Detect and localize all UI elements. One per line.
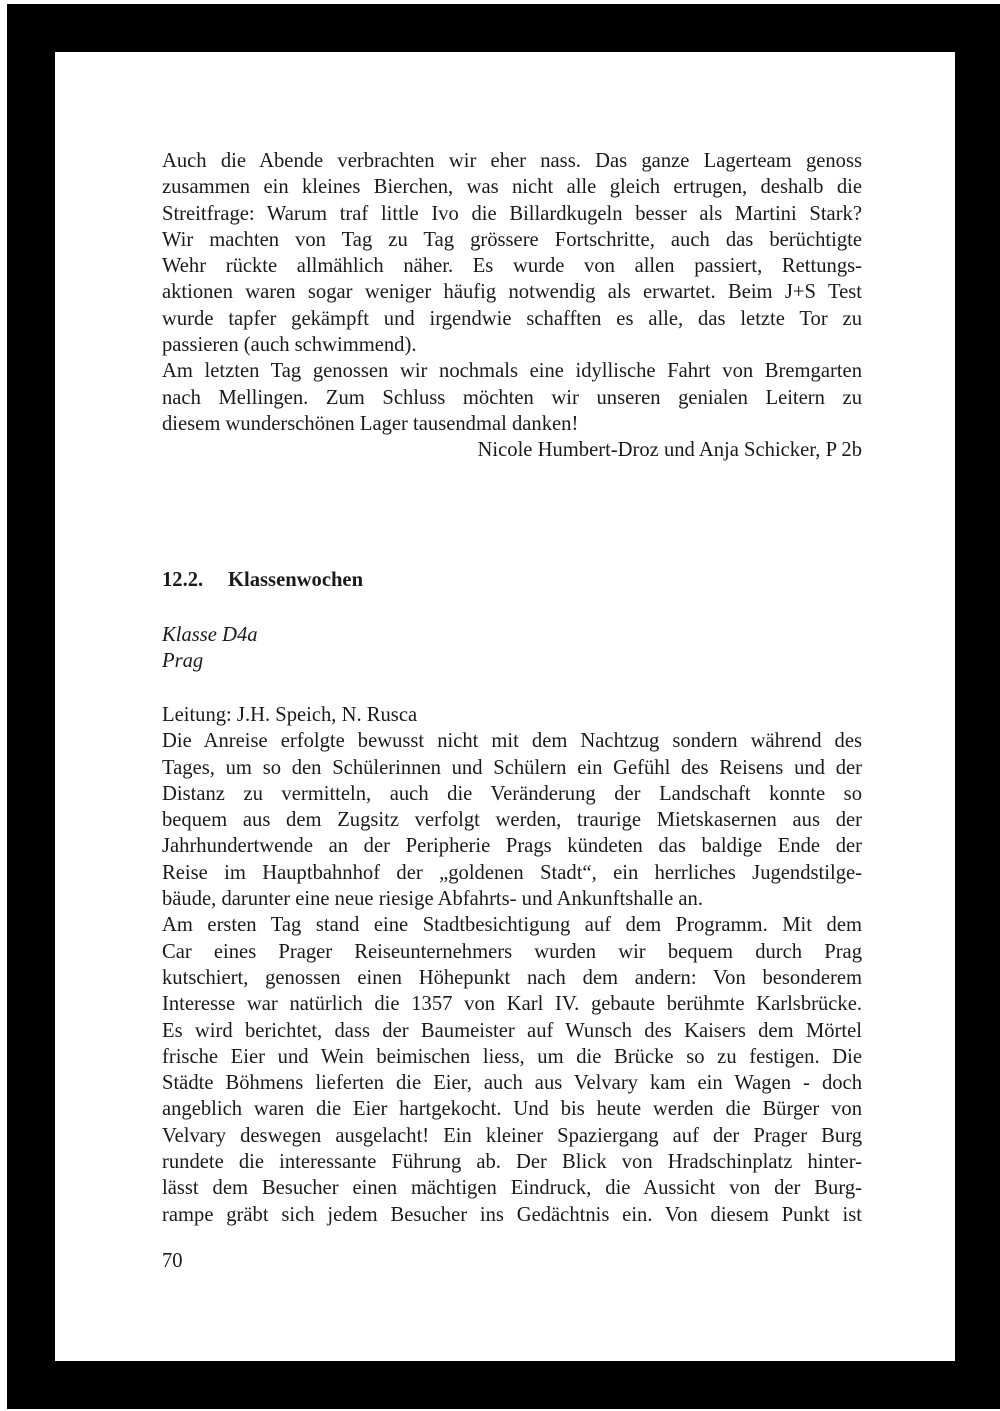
body-line: rundete die interessante Führung ab. Der Blick von Hradschinplatz hinter-	[162, 1151, 862, 1174]
body-line: Interesse war natürlich die 1357 von Karl IV. gebaute berühmte Karlsbrücke.	[162, 993, 862, 1016]
class-week-text	[162, 702, 862, 1228]
report-line: aktionen waren sogar weniger häufig notwendig als erwartet. Beim J+S Test	[162, 281, 862, 304]
section-heading	[162, 569, 363, 592]
body-line: Velvary deswegen ausgelacht! Ein kleiner Spaziergang auf der Prager Burg	[162, 1124, 862, 1147]
body-line: Reise im Hauptbahnhof der „goldenen Stadt“, ein herrliches Jugendstilge-	[162, 861, 862, 884]
destination: Prag	[162, 650, 204, 673]
body-line: Die Anreise erfolgte bewusst nicht mit dem Nachtzug sondern während des	[162, 730, 862, 753]
report-line: Streitfrage: Warum traf little Ivo die Billardkugeln besser als Martini Stark?	[162, 202, 862, 225]
document-page	[55, 52, 955, 1361]
leadership-line: Leitung: J.H. Speich, N. Rusca	[162, 704, 418, 726]
report-line: wurde tapfer gekämpft und irgendwie schafften es alle, das letzte Tor zu	[162, 307, 862, 330]
report-line: Auch die Abende verbrachten wir eher nass. Das ganze Lagerteam genoss	[162, 150, 862, 172]
class-week-subtitle	[162, 622, 258, 675]
section-number: 12.2.	[162, 569, 204, 591]
body-line: Am ersten Tag stand eine Stadtbesichtigung auf dem Programm. Mit dem	[162, 914, 862, 937]
body-line: bequem aus dem Zugsitz verfolgt werden, traurige Mietskasernen aus der	[162, 809, 862, 832]
report-line: Am letzten Tag genossen wir nochmals eine idyllische Fahrt von Bremgarten	[162, 360, 862, 383]
body-line: frische Eier und Wein beimischen liess, um die Brücke so zu festigen. Die	[162, 1045, 862, 1068]
report-line: nach Mellingen. Zum Schluss möchten wir unseren genialen Leitern zu	[162, 386, 862, 409]
body-line: rampe gräbt sich jedem Besucher ins Gedächtnis ein. Von diesem Punkt ist	[162, 1203, 862, 1226]
body-line: Tages, um so den Schülerinnen und Schülern ein Gefühl des Reisens und der	[162, 756, 862, 779]
class-name: Klasse D4a	[162, 624, 258, 646]
body-line: kutschiert, genossen einen Höhepunkt nach dem andern: Von besonderem	[162, 966, 862, 989]
body-line: angeblich waren die Eier hartgekocht. Und bis heute werden die Bürger von	[162, 1098, 862, 1121]
report-line: diesem wunderschönen Lager tausendmal danken!	[162, 412, 579, 435]
body-line: Car eines Prager Reiseunternehmers wurden wir bequem durch Prag	[162, 940, 862, 963]
page-number: 70	[162, 1250, 183, 1272]
report-line: zusammen ein kleines Bierchen, was nicht alle gleich ertrugen, deshalb die	[162, 176, 862, 199]
camp-report-text	[162, 148, 862, 464]
body-line: lässt dem Besucher einen mächtigen Eindruck, die Aussicht von der Burg-	[162, 1177, 862, 1200]
report-line: Wir machten von Tag zu Tag grössere Fortschritte, auch das berüchtigte	[162, 228, 862, 251]
report-line: Wehr rückte allmählich näher. Es wurde von allen passiert, Rettungs-	[162, 255, 862, 278]
body-line: bäude, darunter eine neue riesige Abfahrts- und Ankunftshalle an.	[162, 888, 703, 911]
report-signature: Nicole Humbert-Droz und Anja Schicker, P 2b	[477, 439, 862, 462]
body-line: Jahrhundertwende an der Peripherie Prags kündeten das baldige Ende der	[162, 835, 862, 858]
report-line: passieren (auch schwimmend).	[162, 334, 417, 357]
body-line: Distanz zu vermitteln, auch die Veränderung der Landschaft konnte so	[162, 782, 862, 805]
body-line: Es wird berichtet, dass der Baumeister auf Wunsch des Kaisers dem Mörtel	[162, 1019, 862, 1042]
section-title: Klassenwochen	[228, 569, 364, 591]
body-line: Städte Böhmens lieferten die Eier, auch aus Velvary kam ein Wagen - doch	[162, 1072, 862, 1095]
